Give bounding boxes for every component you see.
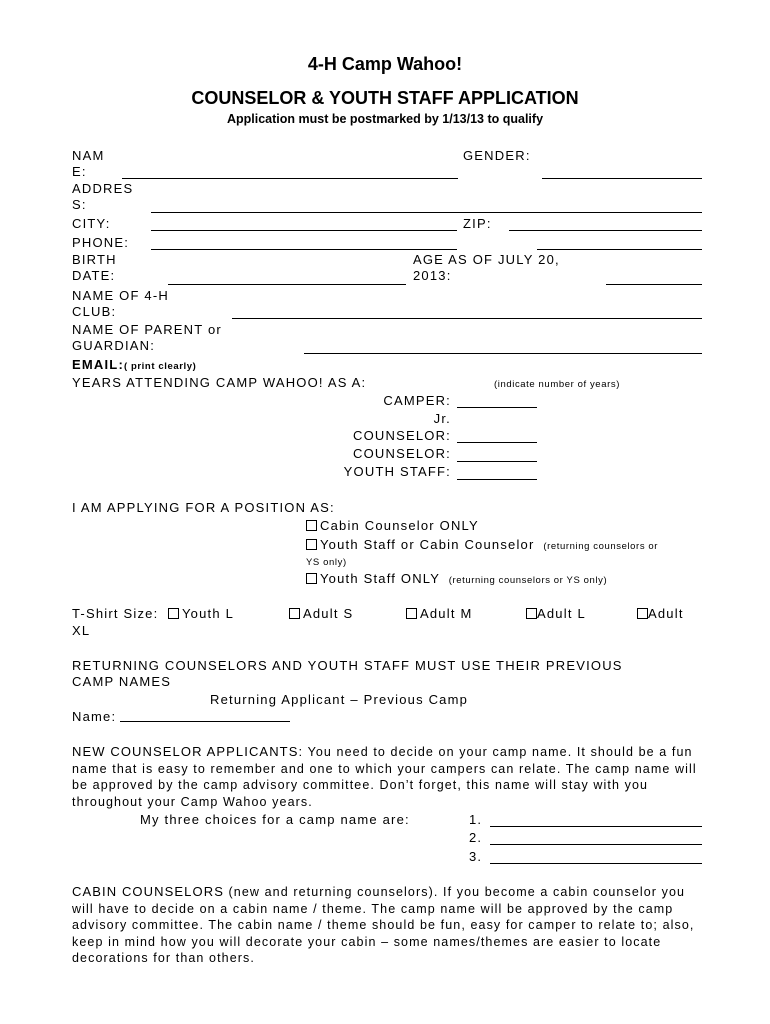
birth-date-field[interactable] [168,284,406,285]
choice-3-field[interactable] [490,863,702,864]
youth-staff-years-field[interactable] [457,479,537,480]
position-heading: I AM APPLYING FOR A POSITION AS: [72,500,335,515]
address-label-2: S: [72,197,87,212]
tshirt-label: T-Shirt Size: [72,606,159,621]
jr-counselor-label: COUNSELOR: [353,428,451,443]
checkbox-icon[interactable] [637,608,648,619]
zip-label: ZIP: [463,216,492,231]
returning-heading-1: RETURNING COUNSELORS AND YOUTH STAFF MUST USE THEIR PREVIOUS [72,658,623,673]
position-option-youth-note: (returning counselors or YS only) [448,575,608,586]
position-option-cabin[interactable] [306,518,479,534]
position-option-youth-or-cabin-note: (returning counselors or [543,541,659,552]
tshirt-adult-xl[interactable] [637,606,684,622]
cabin-counselor-lead: CABIN COUNSELORS [72,884,224,899]
years-note: (indicate number of years) [494,379,620,390]
jr-counselor-years-field[interactable] [457,442,537,443]
age-field[interactable] [606,284,702,285]
tshirt-youth-l-label: Youth L [182,606,235,621]
email-label-text: EMAIL: [72,357,124,372]
phone-field[interactable] [151,249,457,250]
birth-label-1: BIRTH [72,252,117,267]
returning-applicant-label-1: Returning Applicant – Previous Camp [210,692,469,707]
checkbox-icon[interactable] [526,608,537,619]
tshirt-adult-m-label: Adult M [420,606,473,621]
parent-label-1: NAME OF PARENT or [72,322,222,337]
camp-name-choices-label: My three choices for a camp name are: [140,812,410,827]
returning-applicant-label-2: Name: [72,709,117,724]
checkbox-icon[interactable] [406,608,417,619]
phone-field-alt[interactable] [537,249,702,250]
zip-field[interactable] [509,230,702,231]
returning-heading-2: CAMP NAMES [72,674,172,689]
previous-camp-name-field[interactable] [120,721,290,722]
camper-label: CAMPER: [383,393,451,408]
new-counselor-lead: NEW COUNSELOR APPLICANTS: [72,744,304,759]
email-note: ( print clearly) [123,361,197,372]
jr-label: Jr. [433,411,451,426]
name-field[interactable] [122,178,458,179]
youth-staff-label: YOUTH STAFF: [343,464,451,479]
checkbox-icon[interactable] [306,539,317,550]
phone-label: PHONE: [72,235,130,250]
choice-2-label: 2. [469,830,483,845]
choice-3-label: 3. [469,849,483,864]
new-counselor-text: You need to decide on your camp name. It should be a fun name that is easy to remember and one to which your campers can relate. The camp name will be approved by the camp advisory committee. Don’t forget, this name will stay with you throughout your Camp Wahoo years. [72,745,697,809]
club-label-2: CLUB: [72,304,117,319]
tshirt-adult-xl-label: Adult [648,606,684,621]
choice-1-field[interactable] [490,826,702,827]
choice-1-label: 1. [469,812,483,827]
position-option-cabin-label: Cabin Counselor ONLY [320,518,479,533]
position-option-youth-or-cabin[interactable] [306,537,658,555]
position-option-youth-label: Youth Staff ONLY [320,571,440,586]
email-label [72,357,196,375]
tshirt-adult-m[interactable] [406,606,472,622]
birth-label-2: DATE: [72,268,116,283]
tshirt-adult-l-label: Adult L [537,606,586,621]
counselor-label: COUNSELOR: [353,446,451,461]
position-option-youth-or-cabin-label: Youth Staff or Cabin Counselor [320,537,535,552]
club-field[interactable] [232,318,702,319]
name-label-2: E: [72,164,87,179]
new-counselor-paragraph [72,744,702,810]
age-label-1: AGE AS OF JULY 20, [413,252,560,267]
position-option-youth-or-cabin-note-2: YS only) [306,557,347,568]
choice-2-field[interactable] [490,844,702,845]
page-subtitle: COUNSELOR & YOUTH STAFF APPLICATION [191,88,579,108]
checkbox-icon[interactable] [289,608,300,619]
gender-label: GENDER: [463,148,531,163]
page-title: 4-H Camp Wahoo! [307,54,463,74]
address-field[interactable] [151,212,702,213]
parent-field[interactable] [304,353,702,354]
parent-label-2: GUARDIAN: [72,338,156,353]
checkbox-icon[interactable] [168,608,179,619]
tshirt-adult-s[interactable] [289,606,353,622]
cabin-counselor-paragraph [72,884,702,967]
checkbox-icon[interactable] [306,573,317,584]
city-label: CITY: [72,216,111,231]
camper-years-field[interactable] [457,407,537,408]
age-label-2: 2013: [413,268,452,283]
tshirt-adult-s-label: Adult S [303,606,354,621]
address-label-1: ADDRES [72,181,134,196]
counselor-years-field[interactable] [457,461,537,462]
position-option-youth[interactable] [306,571,607,589]
club-label-1: NAME OF 4-H [72,288,169,303]
checkbox-icon[interactable] [306,520,317,531]
tshirt-youth-l[interactable] [168,606,234,622]
tshirt-adult-l[interactable] [526,606,586,622]
gender-field[interactable] [542,178,702,179]
tshirt-adult-xl-label-2: XL [72,623,91,638]
name-label-1: NAM [72,148,105,163]
cabin-counselor-text: (new and returning counselors). If you become a cabin counselor you will have to decide on a cabin name / theme. The camp name will be approved by the camp advisory committee. The cabin name / theme should be fun, easy for camper to relate to; also, keep in mind how you will decorate your cabin – some names/themes are easier to locate decorations for than others. [72,885,695,965]
postmark-note: Application must be postmarked by 1/13/13 to qualify [226,112,544,126]
city-field[interactable] [151,230,457,231]
years-heading: YEARS ATTENDING CAMP WAHOO! AS A: [72,375,367,390]
